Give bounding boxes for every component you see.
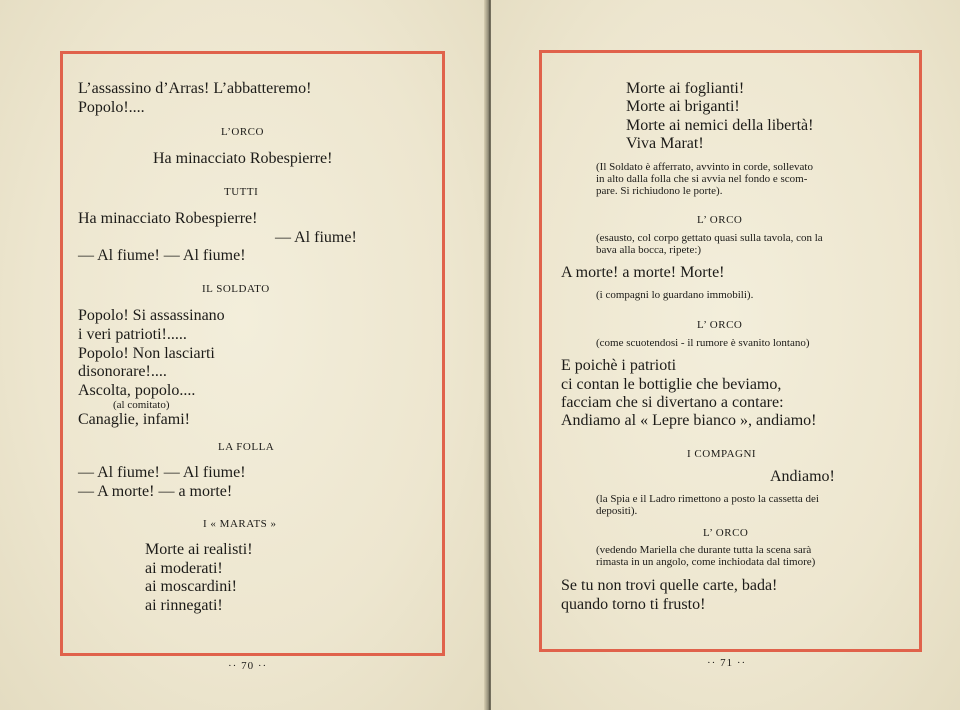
verse-line: L’assassino d’Arras! L’abbatteremo!	[78, 80, 312, 97]
verse-line: ai moderati!	[145, 560, 223, 577]
speaker-name: L’ORCO	[221, 126, 264, 138]
verse-line: disonorare!....	[78, 363, 167, 380]
page-number: ·· 70 ··	[228, 660, 268, 672]
verse-line: Popolo! Non lasciarti	[78, 345, 215, 362]
verse-line: Andiamo al « Lepre bianco », andiamo!	[561, 412, 817, 429]
verse-line: — A morte! — a morte!	[78, 483, 233, 500]
verse-line: — Al fiume!	[275, 229, 357, 246]
stage-direction: rimasta in un angolo, come inchiodata dal timore)	[596, 556, 816, 568]
speaker-name: IL SOLDATO	[202, 283, 270, 295]
stage-direction: depositi).	[596, 505, 638, 517]
verse-line: Ascolta, popolo....	[78, 382, 196, 399]
verse-line: Andiamo!	[770, 468, 835, 485]
stage-direction: (come scuotendosi - il rumore è svanito lontano)	[596, 337, 810, 349]
speaker-name: TUTTI	[224, 186, 259, 198]
verse-line: Viva Marat!	[626, 135, 704, 152]
verse-line: Ha minacciato Robespierre!	[78, 210, 258, 227]
stage-direction: (vedendo Mariella che durante tutta la scena sarà	[596, 544, 812, 556]
verse-line: Popolo!....	[78, 99, 145, 116]
right-page	[491, 0, 960, 710]
stage-direction: bava alla bocca, ripete:)	[596, 244, 702, 256]
verse-line: — Al fiume! — Al fiume!	[78, 464, 246, 481]
speaker-name: L’ ORCO	[703, 527, 749, 539]
verse-line: Canaglie, infami!	[78, 411, 190, 428]
verse-line: Morte ai briganti!	[626, 98, 740, 115]
stage-direction: (esausto, col corpo gettato quasi sulla tavola, con la	[596, 232, 823, 244]
speaker-name: L’ ORCO	[697, 214, 743, 226]
verse-line: ai rinnegati!	[145, 597, 223, 614]
verse-line: ci contan le bottiglie che beviamo,	[561, 376, 782, 393]
verse-line: Morte ai nemici della libertà!	[626, 117, 814, 134]
verse-line: Morte ai foglianti!	[626, 80, 745, 97]
stage-direction: (al comitato)	[113, 399, 170, 411]
page-number: ·· 71 ··	[707, 657, 747, 669]
verse-line: Morte ai realisti!	[145, 541, 253, 558]
verse-line: Se tu non trovi quelle carte, bada!	[561, 577, 778, 594]
speaker-name: I COMPAGNI	[687, 448, 757, 460]
speaker-name: I « MARATS »	[203, 518, 277, 530]
verse-line: facciam che si divertano a contare:	[561, 394, 784, 411]
verse-line: ai moscardini!	[145, 578, 237, 595]
verse-line: — Al fiume! — Al fiume!	[78, 247, 246, 264]
verse-line: E poichè i patrioti	[561, 357, 677, 374]
verse-line: i veri patrioti!.....	[78, 326, 187, 343]
speaker-name: LA FOLLA	[218, 441, 275, 453]
stage-direction: (i compagni lo guardano immobili).	[596, 289, 754, 301]
verse-line: Ha minacciato Robespierre!	[153, 150, 333, 167]
verse-line: quando torno ti frusto!	[561, 596, 706, 613]
stage-direction: (Il Soldato è afferrato, avvinto in corde, sollevato	[596, 161, 813, 173]
stage-direction: (la Spia e il Ladro rimettono a posto la cassetta dei	[596, 493, 819, 505]
verse-line: Popolo! Si assassinano	[78, 307, 225, 324]
stage-direction: pare. Si richiudono le porte).	[596, 185, 723, 197]
verse-line: A morte! a morte! Morte!	[561, 264, 725, 281]
speaker-name: L’ ORCO	[697, 319, 743, 331]
stage-direction: in alto dalla folla che si avvia nel fondo e scom-	[596, 173, 808, 185]
